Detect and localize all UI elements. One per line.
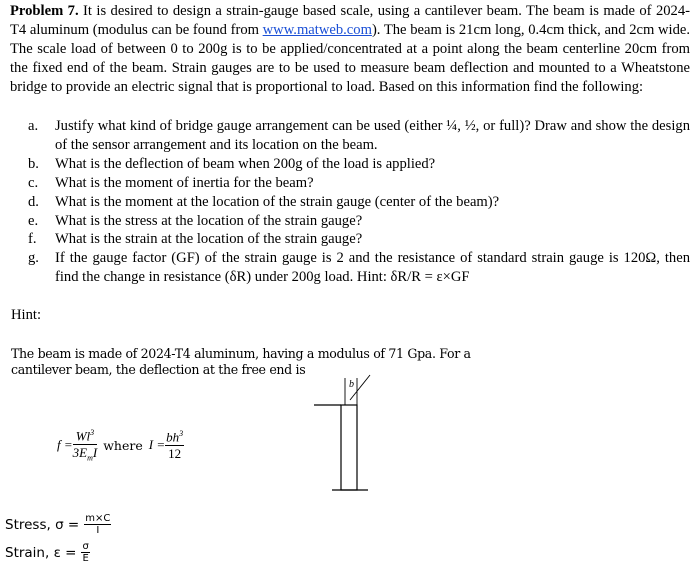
cantilever-beam-diagram: [310, 372, 390, 497]
deflection-numerator-sup: 3: [90, 428, 95, 437]
strain-label: Strain, ε =: [5, 544, 77, 561]
problem-intro-1: It is desired to design a strain-gauge based scale, using a cantilever beam. The beam is made of 2024-T4 aluminum (modulus can be found from: [10, 3, 691, 38]
beam-label-b: b: [349, 379, 354, 390]
question-list: [28, 117, 690, 287]
stress-label: Stress, σ =: [5, 516, 80, 533]
deflection-lhs: f =: [57, 437, 73, 453]
question-label: c.: [28, 174, 39, 191]
deflection-denominator-tail: I: [92, 445, 98, 461]
problem-title: Problem 7.: [10, 3, 79, 19]
question-label: f.: [28, 231, 37, 248]
hint-text: The beam is made of 2024-T4 aluminum, having a modulus of 71 Gpa. For a cantilever beam, the deflection at the free end is: [11, 346, 471, 378]
beam-body: [341, 405, 357, 490]
inertia-lhs: I =: [148, 437, 166, 453]
strain-numerator: σ: [82, 541, 89, 552]
stress-equation: [5, 513, 111, 536]
inertia-numerator-sup: 3: [179, 428, 184, 438]
matweb-link[interactable]: www.matweb.com: [262, 21, 372, 38]
problem-intro-2: ). The beam is 21cm long, 0.4cm thick, and 2cm wide. The scale load of between 0 to 200g is to be applied/concentrated at a point along the beam centerline 20cm from the fixed end of the beam. Strain gauges are to be used to measure beam deflection and mounted to a Wheatstone bridge to provide an electric signal that is proportional to load. Based on this information find the following:: [10, 21, 690, 95]
question-item: [28, 230, 690, 249]
question-label: e.: [28, 212, 39, 229]
inertia-numerator: bh: [166, 429, 180, 445]
inertia-fraction: [165, 429, 184, 462]
question-text: What is the moment of inertia for the beam?: [55, 174, 314, 191]
where-word: where: [103, 437, 143, 453]
strain-equation: [5, 541, 90, 564]
question-item: [28, 249, 690, 287]
question-text: What is the strain at the location of the strain gauge?: [55, 231, 363, 248]
question-item: [28, 117, 690, 155]
deflection-equation: [57, 428, 184, 463]
question-item: [28, 174, 690, 193]
question-text: What is the stress at the location of the strain gauge?: [55, 212, 363, 229]
deflection-numerator: Wl: [75, 428, 91, 444]
hint-label: Hint:: [11, 307, 41, 323]
stress-denominator: I: [96, 525, 100, 536]
stress-numerator: m×C: [85, 513, 111, 524]
question-text: If the gauge factor (GF) of the strain gauge is 2 and the resistance of standard strain gauge is 120Ω, then find the change in resistance (δR) under 200g load. Hint: δR/R = ε×GF: [55, 250, 690, 286]
question-item: [28, 212, 690, 231]
question-label: b.: [28, 155, 39, 172]
inertia-denominator: 12: [168, 446, 182, 462]
strain-denominator: E: [82, 553, 89, 564]
question-label: d.: [28, 193, 39, 210]
question-text: What is the deflection of beam when 200g of the load is applied?: [55, 155, 436, 172]
problem-statement: [10, 2, 690, 97]
deflection-denominator-sub: m: [87, 453, 93, 463]
deflection-denominator: 3E: [72, 445, 88, 461]
strain-fraction: [81, 541, 89, 564]
question-item: [28, 155, 690, 174]
question-text: Justify what kind of bridge gauge arrangement can be used (either ¼, ½, or full)? Draw and show the design of the sensor arrangement and its location on the beam.: [55, 118, 690, 153]
question-item: [28, 193, 690, 212]
stress-fraction: [84, 513, 111, 536]
question-label: a.: [28, 118, 39, 134]
question-text: What is the moment at the location of the strain gauge (center of the beam)?: [55, 193, 500, 210]
deflection-fraction: [73, 428, 98, 463]
question-label: g.: [28, 250, 39, 267]
